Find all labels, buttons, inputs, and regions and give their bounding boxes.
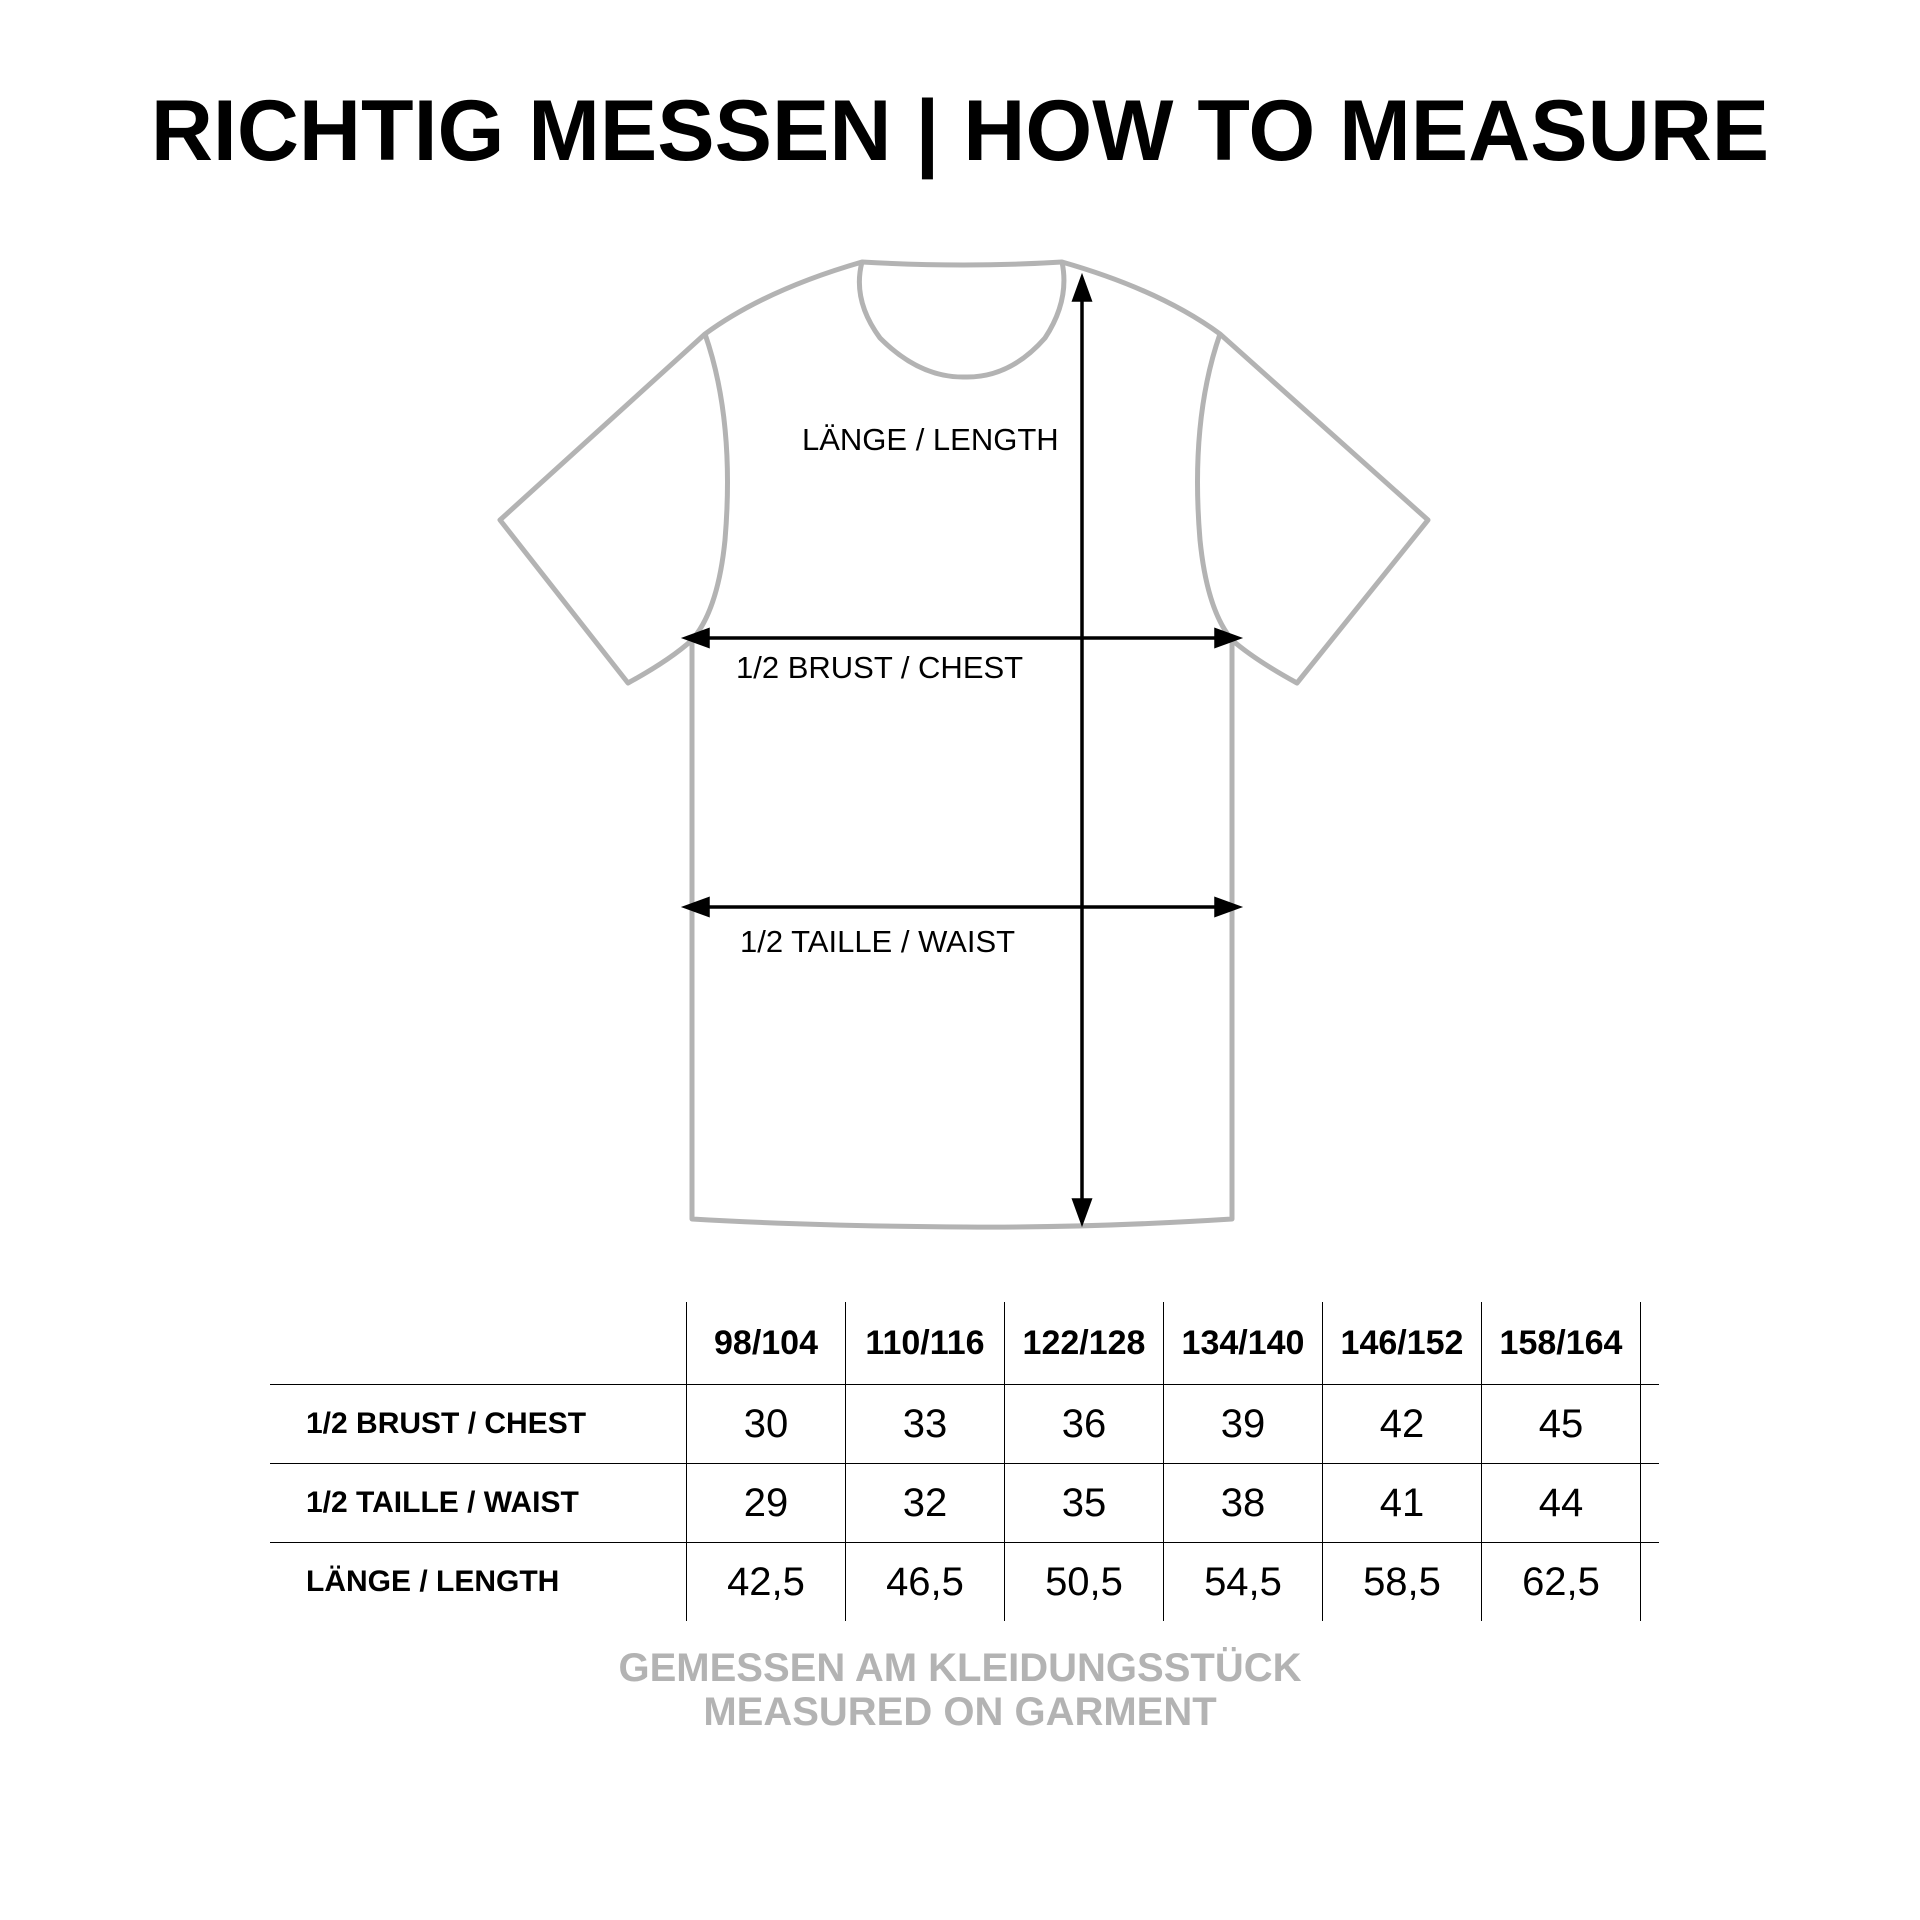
size-header: 158/164: [1482, 1302, 1641, 1385]
length-label: LÄNGE / LENGTH: [802, 422, 1059, 457]
table-cell: 54,5: [1164, 1543, 1323, 1622]
row-label: 1/2 TAILLE / WAIST: [270, 1464, 687, 1543]
row-label: LÄNGE / LENGTH: [270, 1543, 687, 1622]
length-arrow-bottom-head: [1074, 1200, 1090, 1222]
table-cell: 50,5: [1005, 1543, 1164, 1622]
tshirt-left-armhole: [692, 334, 728, 640]
size-header: 110/116: [846, 1302, 1005, 1385]
footer-line-2: MEASURED ON GARMENT: [703, 1690, 1217, 1734]
waist-label: 1/2 TAILLE / WAIST: [740, 924, 1016, 959]
table-cell: 33: [846, 1385, 1005, 1464]
table-cell: 62,5: [1482, 1543, 1641, 1622]
table-cell: 36: [1005, 1385, 1164, 1464]
size-table: [270, 1302, 1659, 1621]
table-cell: 39: [1164, 1385, 1323, 1464]
tshirt-outline: [500, 262, 1428, 1227]
table-trail: [1641, 1385, 1660, 1464]
table-row: [270, 1543, 1659, 1622]
tshirt-right-armhole: [1198, 334, 1233, 640]
waist-arrow-right-head: [1216, 899, 1238, 915]
size-header: 134/140: [1164, 1302, 1323, 1385]
size-header-row: [270, 1302, 1659, 1385]
table-cell: 46,5: [846, 1543, 1005, 1622]
table-trail: [1641, 1302, 1660, 1385]
page-title: RICHTIG MESSEN | HOW TO MEASURE: [150, 83, 1770, 179]
table-cell: 42,5: [687, 1543, 846, 1622]
table-cell: 41: [1323, 1464, 1482, 1543]
table-trail: [1641, 1543, 1660, 1622]
waist-arrow-left-head: [686, 899, 708, 915]
table-cell: 58,5: [1323, 1543, 1482, 1622]
table-cell: 38: [1164, 1464, 1323, 1543]
size-header: 122/128: [1005, 1302, 1164, 1385]
table-cell: 44: [1482, 1464, 1641, 1543]
chest-label: 1/2 BRUST / CHEST: [736, 650, 1024, 685]
table-cell: 30: [687, 1385, 846, 1464]
tshirt-neckline: [859, 262, 1064, 377]
table-row: [270, 1464, 1659, 1543]
table-cell: 35: [1005, 1464, 1164, 1543]
table-corner: [270, 1302, 687, 1385]
table-cell: 29: [687, 1464, 846, 1543]
table-row: [270, 1385, 1659, 1464]
row-label: 1/2 BRUST / CHEST: [270, 1385, 687, 1464]
table-cell: 32: [846, 1464, 1005, 1543]
table-cell: 42: [1323, 1385, 1482, 1464]
table-cell: 45: [1482, 1385, 1641, 1464]
length-arrow-top-head: [1074, 278, 1090, 300]
size-header: 146/152: [1323, 1302, 1482, 1385]
footer-line-1: GEMESSEN AM KLEIDUNGSSTÜCK: [618, 1646, 1302, 1690]
size-header: 98/104: [687, 1302, 846, 1385]
table-trail: [1641, 1464, 1660, 1543]
